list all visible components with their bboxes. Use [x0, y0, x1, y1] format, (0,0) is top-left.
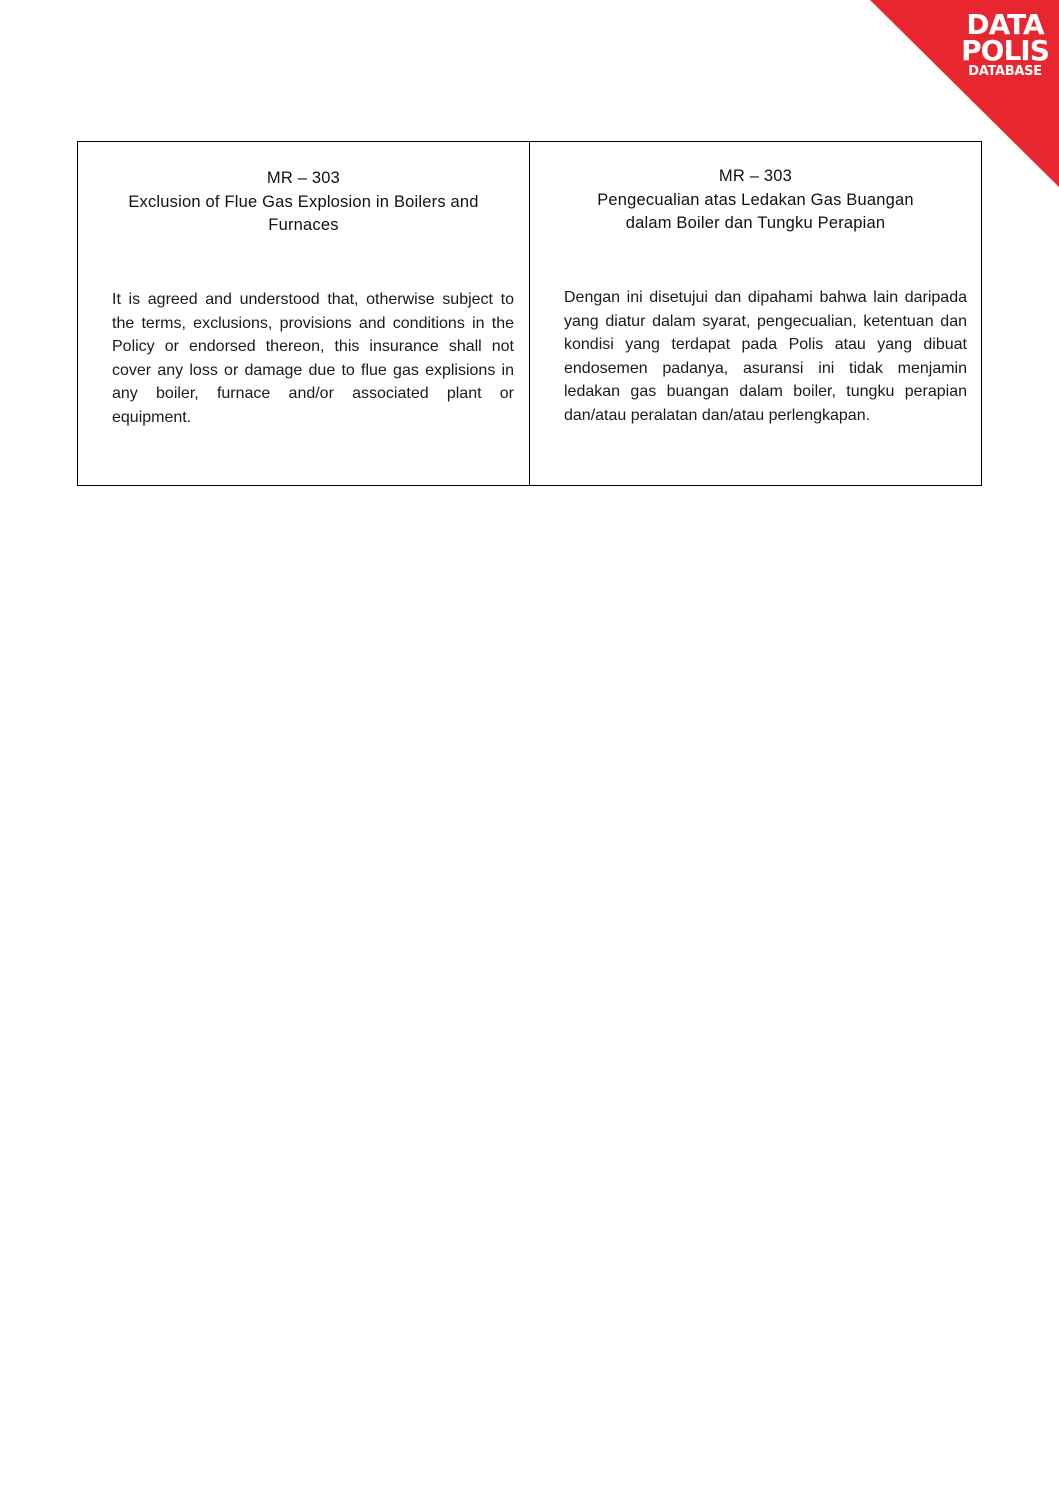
clause-title: Exclusion of Flue Gas Explosion in Boilers and Furnaces	[128, 192, 479, 234]
clause-body-english: It is agreed and understood that, otherwise subject to the terms, exclusions, provisions and conditions in the Policy or endorsed thereon, this insurance shall not cover any loss or damage due to flue gas explisions in any boiler, furnace and/or associated plant or equipment.	[112, 291, 514, 426]
clause-code: MR – 303	[266, 169, 341, 187]
clause-column-english	[78, 142, 530, 485]
logo-text-data: DATA	[966, 8, 1044, 41]
clause-heading-english	[78, 167, 529, 238]
datapolis-logo	[960, 8, 1050, 79]
logo-text-database: DATABASE	[968, 64, 1042, 79]
clause-table	[77, 141, 982, 486]
clause-code: MR – 303	[718, 167, 793, 185]
clause-heading-indonesian	[530, 165, 981, 236]
logo-text-polis: POLIS	[961, 34, 1049, 67]
clause-column-indonesian	[530, 142, 981, 485]
clause-title-line1: Pengecualian atas Ledakan Gas Buangan	[597, 190, 914, 209]
clause-body-indonesian: Dengan ini disetujui dan dipahami bahwa lain daripada yang diatur dalam syarat, pengecualian, ketentuan dan kondisi yang terdapat pada Polis atau yang dibuat endosemen padanya, asuransi ini tidak menjamin ledakan gas buangan dalam boiler, tungku perapian dan/atau peralatan dan/atau perlengkapan.	[564, 289, 967, 424]
clause-title-line2: dalam Boiler dan Tungku Perapian	[625, 214, 886, 232]
